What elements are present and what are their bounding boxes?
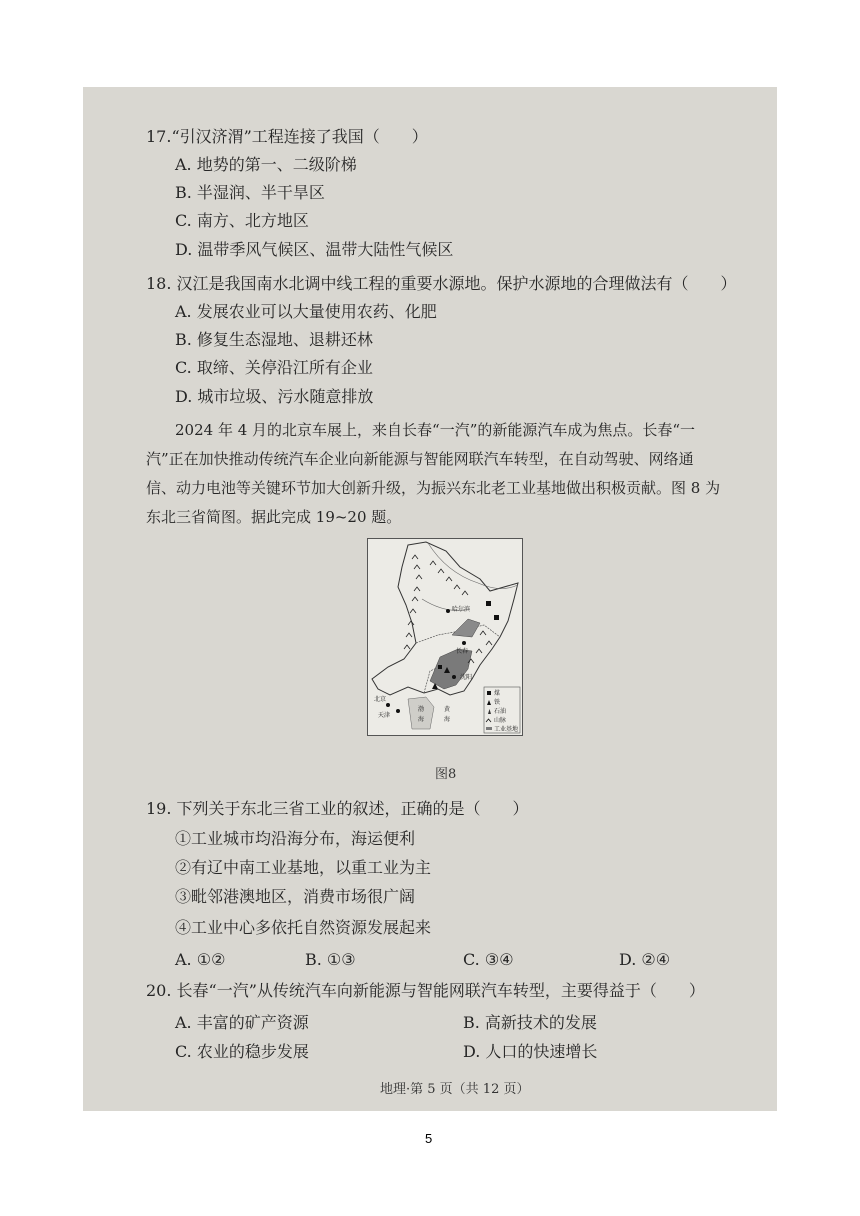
- q19-option-b: B. ①③: [305, 950, 356, 969]
- legend-coal: 煤: [494, 690, 501, 697]
- label-beijing: 北京: [374, 696, 387, 703]
- label-tianjin: 天津: [378, 712, 391, 719]
- q20-option-a: A. 丰富的矿产资源: [175, 1013, 309, 1032]
- passage-line-3: 信、动力电池等关键环节加大创新升级，为振兴东北老工业基地做出积极贡献。图 8 为: [146, 479, 721, 497]
- label-shenyang: 沈阳: [460, 674, 473, 681]
- passage-line-1: 2024 年 4 月的北京车展上，来自长春“一汽”的新能源汽车成为焦点。长春“一: [175, 421, 696, 439]
- legend-mountain: 山脉: [494, 717, 507, 724]
- industrial-base-symbol-icon: [486, 727, 492, 730]
- scanned-exam-page: [83, 87, 777, 1111]
- q20-option-d: D. 人口的快速增长: [463, 1042, 598, 1061]
- q20-option-c: C. 农业的稳步发展: [175, 1042, 309, 1061]
- passage-line-2: 汽”正在加快推动传统汽车企业向新能源与智能网联汽车转型，在自动驾驶、网络通: [146, 450, 694, 468]
- q18-option-c: C. 取缔、关停沿江所有企业: [175, 358, 373, 377]
- q17-option-c: C. 南方、北方地区: [175, 211, 309, 230]
- label-huanghai-2: 海: [444, 716, 451, 723]
- q17-option-a: A. 地势的第一、二级阶梯: [175, 155, 357, 174]
- q19-option-a: A. ①②: [175, 950, 226, 969]
- q20-stem: 20. 长春“一汽”从传统汽车向新能源与智能网联汽车转型，主要得益于（ ）: [146, 981, 705, 1000]
- q18-option-a: A. 发展农业可以大量使用农药、化肥: [175, 302, 437, 321]
- figure-caption: 图8: [435, 767, 457, 782]
- q19-statement-1: ①工业城市均沿海分布，海运便利: [175, 829, 416, 848]
- legend-industrial-base: 工业基地: [494, 726, 519, 733]
- coal-symbol-icon: [487, 691, 491, 695]
- q18-option-b: B. 修复生态湿地、退耕还林: [175, 330, 373, 349]
- label-bohai-1: 渤: [418, 706, 425, 713]
- map-svg: [368, 539, 522, 735]
- label-harbin: 哈尔滨: [452, 606, 471, 613]
- q19-statement-4: ④工业中心多依托自然资源发展起来: [175, 918, 432, 937]
- q19-statement-3: ③毗邻港澳地区，消费市场很广阔: [175, 887, 416, 906]
- q17-stem: 17.“引汉济渭”工程连接了我国（ ）: [146, 127, 428, 146]
- q19-stem: 19. 下列关于东北三省工业的叙述，正确的是（ ）: [146, 799, 529, 818]
- q19-statement-2: ②有辽中南工业基地，以重工业为主: [175, 858, 432, 877]
- legend-iron: 铁: [494, 699, 501, 706]
- label-changchun: 长春: [456, 648, 469, 655]
- page-footer: 地理·第 5 页（共 12 页）: [380, 1082, 530, 1097]
- passage-line-4: 东北三省简图。据此完成 19~20 题。: [146, 508, 402, 526]
- label-bohai-2: 海: [418, 716, 425, 723]
- legend-oil: 石油: [494, 708, 507, 715]
- page-number: 5: [425, 1131, 433, 1146]
- q18-stem: 18. 汉江是我国南水北调中线工程的重要水源地。保护水源地的合理做法有（ ）: [146, 274, 737, 293]
- q17-option-b: B. 半湿润、半干旱区: [175, 183, 325, 202]
- q19-option-d: D. ②④: [619, 950, 671, 969]
- northeast-china-map: [367, 538, 523, 736]
- q19-option-c: C. ③④: [463, 950, 514, 969]
- label-huanghai-1: 黄: [444, 706, 451, 713]
- q18-option-d: D. 城市垃圾、污水随意排放: [175, 387, 374, 406]
- q17-option-d: D. 温带季风气候区、温带大陆性气候区: [175, 240, 454, 259]
- q20-option-b: B. 高新技术的发展: [463, 1013, 597, 1032]
